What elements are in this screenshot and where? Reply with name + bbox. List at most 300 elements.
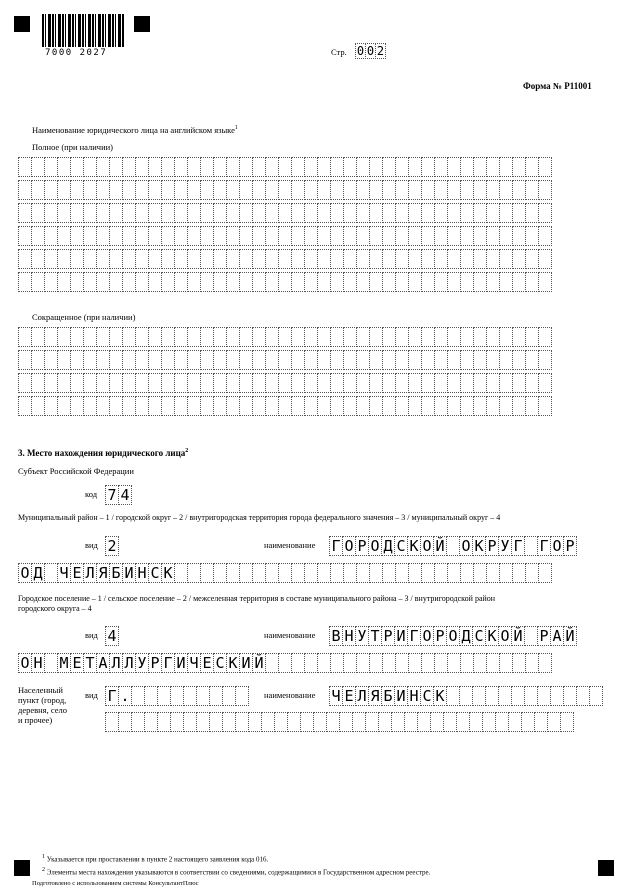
char-cell[interactable] (70, 180, 84, 200)
char-cell[interactable] (538, 203, 552, 223)
char-cell[interactable] (31, 327, 45, 347)
char-cell[interactable] (226, 180, 240, 200)
char-cell[interactable] (196, 712, 210, 732)
char-cell[interactable]: Л (83, 563, 97, 583)
char-cell[interactable] (213, 180, 227, 200)
char-cell[interactable] (96, 180, 110, 200)
char-cell[interactable] (148, 373, 162, 393)
char-cell[interactable] (538, 157, 552, 177)
char-cell[interactable] (135, 327, 149, 347)
char-cell[interactable] (343, 203, 357, 223)
char-cell[interactable] (447, 272, 461, 292)
char-cell[interactable] (356, 180, 370, 200)
char-cell[interactable] (356, 203, 370, 223)
char-cell[interactable] (57, 327, 71, 347)
char-cell[interactable] (547, 712, 561, 732)
locality-vid-cells[interactable] (105, 686, 248, 706)
char-cell[interactable] (447, 373, 461, 393)
char-cell[interactable] (96, 272, 110, 292)
char-cell[interactable]: Б (109, 563, 123, 583)
char-cell[interactable] (343, 327, 357, 347)
char-cell[interactable] (512, 157, 526, 177)
char-cell[interactable] (304, 180, 318, 200)
municipal-name-line1[interactable] (329, 536, 576, 556)
char-cell[interactable]: Е (70, 563, 84, 583)
char-cell[interactable] (538, 563, 552, 583)
char-cell[interactable] (174, 396, 188, 416)
char-cell[interactable] (486, 327, 500, 347)
char-cell[interactable] (148, 327, 162, 347)
char-cell[interactable] (421, 249, 435, 269)
char-cell[interactable] (382, 350, 396, 370)
char-cell[interactable] (31, 350, 45, 370)
char-cell[interactable] (421, 272, 435, 292)
char-cell[interactable] (521, 712, 535, 732)
char-cell[interactable] (447, 396, 461, 416)
grid-row[interactable] (18, 203, 551, 223)
char-cell[interactable] (330, 226, 344, 246)
char-cell[interactable]: С (472, 626, 486, 646)
char-cell[interactable] (31, 396, 45, 416)
char-cell[interactable]: 2 (376, 44, 385, 58)
char-cell[interactable] (560, 712, 574, 732)
char-cell[interactable] (356, 350, 370, 370)
grid-row[interactable] (18, 226, 551, 246)
char-cell[interactable] (18, 157, 32, 177)
char-cell[interactable] (330, 373, 344, 393)
char-cell[interactable] (109, 203, 123, 223)
char-cell[interactable] (291, 272, 305, 292)
char-cell[interactable] (161, 350, 175, 370)
char-cell[interactable] (538, 272, 552, 292)
char-cell[interactable] (213, 272, 227, 292)
char-cell[interactable] (122, 249, 136, 269)
char-cell[interactable] (469, 712, 483, 732)
char-cell[interactable] (486, 272, 500, 292)
char-cell[interactable]: . (118, 686, 132, 706)
char-cell[interactable]: Н (342, 626, 356, 646)
char-cell[interactable] (18, 226, 32, 246)
char-cell[interactable] (239, 226, 253, 246)
char-cell[interactable] (382, 203, 396, 223)
char-cell[interactable]: Л (109, 653, 123, 673)
char-cell[interactable] (512, 249, 526, 269)
char-cell[interactable] (109, 180, 123, 200)
char-cell[interactable] (317, 249, 331, 269)
char-cell[interactable] (356, 226, 370, 246)
char-cell[interactable]: О (446, 626, 460, 646)
char-cell[interactable]: С (394, 536, 408, 556)
char-cell[interactable] (200, 563, 214, 583)
char-cell[interactable] (226, 350, 240, 370)
locality-line2[interactable] (105, 712, 573, 732)
char-cell[interactable] (343, 563, 357, 583)
char-cell[interactable] (447, 180, 461, 200)
char-cell[interactable]: Й (563, 626, 577, 646)
char-cell[interactable] (434, 653, 448, 673)
char-cell[interactable] (486, 249, 500, 269)
grid-row[interactable] (18, 350, 551, 370)
char-cell[interactable] (538, 653, 552, 673)
char-cell[interactable]: С (420, 686, 434, 706)
char-cell[interactable] (31, 180, 45, 200)
char-cell[interactable] (226, 157, 240, 177)
char-cell[interactable] (369, 272, 383, 292)
char-cell[interactable] (161, 373, 175, 393)
char-cell[interactable] (356, 396, 370, 416)
char-cell[interactable]: Р (355, 536, 369, 556)
char-cell[interactable] (148, 203, 162, 223)
char-cell[interactable] (369, 203, 383, 223)
char-cell[interactable] (485, 686, 499, 706)
char-cell[interactable] (538, 180, 552, 200)
char-cell[interactable] (70, 350, 84, 370)
char-cell[interactable] (122, 226, 136, 246)
char-cell[interactable] (109, 327, 123, 347)
char-cell[interactable] (122, 350, 136, 370)
char-cell[interactable] (239, 180, 253, 200)
char-cell[interactable] (421, 396, 435, 416)
char-cell[interactable] (447, 157, 461, 177)
settlement-vid-cells[interactable] (105, 626, 118, 646)
char-cell[interactable] (70, 249, 84, 269)
char-cell[interactable] (395, 226, 409, 246)
char-cell[interactable] (356, 653, 370, 673)
char-cell[interactable]: Ч (329, 686, 343, 706)
char-cell[interactable] (18, 272, 32, 292)
char-cell[interactable] (304, 249, 318, 269)
char-cell[interactable] (421, 350, 435, 370)
char-cell[interactable] (209, 712, 223, 732)
char-cell[interactable] (252, 327, 266, 347)
char-cell[interactable] (343, 653, 357, 673)
char-cell[interactable]: Р (148, 653, 162, 673)
char-cell[interactable] (378, 712, 392, 732)
char-cell[interactable] (252, 157, 266, 177)
char-cell[interactable] (304, 563, 318, 583)
char-cell[interactable] (187, 226, 201, 246)
char-cell[interactable] (473, 203, 487, 223)
char-cell[interactable] (96, 249, 110, 269)
char-cell[interactable] (44, 157, 58, 177)
char-cell[interactable] (304, 203, 318, 223)
char-cell[interactable] (174, 350, 188, 370)
char-cell[interactable] (226, 396, 240, 416)
char-cell[interactable] (589, 686, 603, 706)
char-cell[interactable] (261, 712, 275, 732)
char-cell[interactable] (460, 203, 474, 223)
char-cell[interactable] (395, 563, 409, 583)
char-cell[interactable] (317, 563, 331, 583)
char-cell[interactable] (239, 157, 253, 177)
char-cell[interactable]: Т (368, 626, 382, 646)
char-cell[interactable] (122, 203, 136, 223)
locality-name-line1[interactable] (329, 686, 602, 706)
char-cell[interactable] (57, 226, 71, 246)
char-cell[interactable] (434, 157, 448, 177)
char-cell[interactable] (248, 712, 262, 732)
char-cell[interactable] (31, 272, 45, 292)
char-cell[interactable] (187, 203, 201, 223)
char-cell[interactable] (291, 350, 305, 370)
char-cell[interactable] (161, 180, 175, 200)
char-cell[interactable] (525, 157, 539, 177)
char-cell[interactable] (473, 249, 487, 269)
char-cell[interactable] (44, 327, 58, 347)
char-cell[interactable] (317, 180, 331, 200)
char-cell[interactable] (495, 712, 509, 732)
char-cell[interactable] (148, 396, 162, 416)
char-cell[interactable] (200, 272, 214, 292)
char-cell[interactable] (317, 203, 331, 223)
char-cell[interactable] (109, 249, 123, 269)
char-cell[interactable] (382, 226, 396, 246)
char-cell[interactable] (265, 563, 279, 583)
char-cell[interactable] (525, 203, 539, 223)
char-cell[interactable] (161, 327, 175, 347)
char-cell[interactable] (183, 712, 197, 732)
char-cell[interactable] (252, 350, 266, 370)
char-cell[interactable] (122, 373, 136, 393)
char-cell[interactable] (343, 180, 357, 200)
char-cell[interactable] (304, 396, 318, 416)
char-cell[interactable] (278, 327, 292, 347)
char-cell[interactable] (460, 350, 474, 370)
char-cell[interactable] (57, 203, 71, 223)
char-cell[interactable] (343, 157, 357, 177)
grid-row[interactable] (18, 249, 551, 269)
char-cell[interactable] (135, 226, 149, 246)
char-cell[interactable] (369, 327, 383, 347)
char-cell[interactable] (213, 249, 227, 269)
char-cell[interactable] (369, 180, 383, 200)
char-cell[interactable] (144, 686, 158, 706)
char-cell[interactable] (148, 272, 162, 292)
char-cell[interactable] (395, 203, 409, 223)
char-cell[interactable] (472, 686, 486, 706)
char-cell[interactable] (187, 563, 201, 583)
char-cell[interactable] (239, 350, 253, 370)
char-cell[interactable] (382, 563, 396, 583)
char-cell[interactable] (391, 712, 405, 732)
char-cell[interactable] (395, 272, 409, 292)
char-cell[interactable] (31, 157, 45, 177)
char-cell[interactable] (330, 180, 344, 200)
grid-row[interactable] (18, 272, 551, 292)
char-cell[interactable] (161, 157, 175, 177)
char-cell[interactable] (31, 249, 45, 269)
char-cell[interactable] (499, 653, 513, 673)
char-cell[interactable] (235, 712, 249, 732)
char-cell[interactable] (456, 712, 470, 732)
char-cell[interactable] (356, 327, 370, 347)
char-cell[interactable] (330, 327, 344, 347)
char-cell[interactable] (44, 396, 58, 416)
char-cell[interactable] (291, 396, 305, 416)
char-cell[interactable] (174, 373, 188, 393)
char-cell[interactable] (252, 373, 266, 393)
char-cell[interactable] (499, 373, 513, 393)
char-cell[interactable]: Г (161, 653, 175, 673)
char-cell[interactable] (174, 226, 188, 246)
char-cell[interactable] (343, 249, 357, 269)
char-cell[interactable]: О (550, 536, 564, 556)
char-cell[interactable] (511, 686, 525, 706)
char-cell[interactable] (44, 563, 58, 583)
char-cell[interactable] (395, 327, 409, 347)
char-cell[interactable]: О (498, 626, 512, 646)
char-cell[interactable] (157, 686, 171, 706)
char-cell[interactable] (144, 712, 158, 732)
char-cell[interactable]: О (420, 536, 434, 556)
char-cell[interactable] (265, 180, 279, 200)
char-cell[interactable] (291, 653, 305, 673)
char-cell[interactable] (525, 327, 539, 347)
char-cell[interactable] (382, 272, 396, 292)
char-cell[interactable] (222, 712, 236, 732)
char-cell[interactable] (512, 180, 526, 200)
char-cell[interactable]: У (498, 536, 512, 556)
char-cell[interactable] (148, 157, 162, 177)
char-cell[interactable] (499, 180, 513, 200)
char-cell[interactable] (408, 272, 422, 292)
char-cell[interactable] (57, 350, 71, 370)
char-cell[interactable]: Н (31, 653, 45, 673)
char-cell[interactable] (265, 373, 279, 393)
char-cell[interactable]: Й (433, 536, 447, 556)
char-cell[interactable] (122, 180, 136, 200)
char-cell[interactable]: Р (381, 626, 395, 646)
char-cell[interactable] (200, 373, 214, 393)
char-cell[interactable] (343, 226, 357, 246)
char-cell[interactable] (252, 226, 266, 246)
char-cell[interactable] (460, 653, 474, 673)
char-cell[interactable] (278, 653, 292, 673)
char-cell[interactable] (109, 157, 123, 177)
char-cell[interactable] (369, 157, 383, 177)
char-cell[interactable] (278, 350, 292, 370)
char-cell[interactable] (317, 272, 331, 292)
char-cell[interactable] (300, 712, 314, 732)
char-cell[interactable] (148, 226, 162, 246)
char-cell[interactable] (395, 180, 409, 200)
char-cell[interactable] (213, 327, 227, 347)
char-cell[interactable] (486, 563, 500, 583)
char-cell[interactable] (304, 653, 318, 673)
char-cell[interactable] (174, 272, 188, 292)
char-cell[interactable] (135, 203, 149, 223)
char-cell[interactable] (161, 203, 175, 223)
char-cell[interactable] (460, 157, 474, 177)
char-cell[interactable]: К (407, 536, 421, 556)
char-cell[interactable] (473, 272, 487, 292)
char-cell[interactable] (213, 563, 227, 583)
char-cell[interactable]: Д (459, 626, 473, 646)
char-cell[interactable] (70, 327, 84, 347)
char-cell[interactable] (174, 563, 188, 583)
char-cell[interactable] (473, 373, 487, 393)
char-cell[interactable] (274, 712, 288, 732)
char-cell[interactable] (200, 180, 214, 200)
char-cell[interactable] (239, 249, 253, 269)
char-cell[interactable] (291, 226, 305, 246)
char-cell[interactable] (239, 396, 253, 416)
char-cell[interactable] (434, 180, 448, 200)
char-cell[interactable]: Р (485, 536, 499, 556)
char-cell[interactable] (421, 327, 435, 347)
char-cell[interactable] (486, 180, 500, 200)
char-cell[interactable] (187, 249, 201, 269)
char-cell[interactable]: Р (433, 626, 447, 646)
char-cell[interactable] (486, 373, 500, 393)
char-cell[interactable]: Ч (57, 563, 71, 583)
char-cell[interactable] (499, 327, 513, 347)
char-cell[interactable] (161, 249, 175, 269)
subject-code-cells[interactable] (105, 485, 131, 505)
char-cell[interactable] (287, 712, 301, 732)
char-cell[interactable] (226, 249, 240, 269)
char-cell[interactable] (161, 396, 175, 416)
char-cell[interactable] (330, 653, 344, 673)
char-cell[interactable] (369, 350, 383, 370)
char-cell[interactable]: К (226, 653, 240, 673)
char-cell[interactable] (460, 563, 474, 583)
char-cell[interactable]: У (355, 626, 369, 646)
char-cell[interactable] (187, 327, 201, 347)
char-cell[interactable]: Л (122, 653, 136, 673)
char-cell[interactable] (430, 712, 444, 732)
char-cell[interactable] (447, 226, 461, 246)
char-cell[interactable]: Л (355, 686, 369, 706)
char-cell[interactable] (18, 396, 32, 416)
char-cell[interactable]: К (472, 536, 486, 556)
char-cell[interactable] (434, 350, 448, 370)
char-cell[interactable] (408, 396, 422, 416)
char-cell[interactable] (135, 396, 149, 416)
char-cell[interactable] (291, 203, 305, 223)
char-cell[interactable] (421, 226, 435, 246)
char-cell[interactable] (265, 272, 279, 292)
char-cell[interactable] (226, 327, 240, 347)
char-cell[interactable] (459, 686, 473, 706)
char-cell[interactable] (408, 249, 422, 269)
char-cell[interactable] (512, 563, 526, 583)
char-cell[interactable] (498, 686, 512, 706)
char-cell[interactable]: О (18, 653, 32, 673)
char-cell[interactable] (512, 203, 526, 223)
grid-row[interactable] (18, 157, 551, 177)
char-cell[interactable] (96, 203, 110, 223)
char-cell[interactable] (434, 203, 448, 223)
char-cell[interactable] (291, 157, 305, 177)
char-cell[interactable] (343, 396, 357, 416)
char-cell[interactable] (235, 686, 249, 706)
char-cell[interactable] (330, 396, 344, 416)
char-cell[interactable] (18, 327, 32, 347)
char-cell[interactable] (382, 327, 396, 347)
char-cell[interactable] (148, 180, 162, 200)
char-cell[interactable] (83, 373, 97, 393)
char-cell[interactable] (408, 327, 422, 347)
char-cell[interactable] (239, 272, 253, 292)
char-cell[interactable] (525, 272, 539, 292)
char-cell[interactable] (304, 226, 318, 246)
char-cell[interactable] (417, 712, 431, 732)
char-cell[interactable] (174, 203, 188, 223)
char-cell[interactable] (343, 373, 357, 393)
char-cell[interactable] (356, 157, 370, 177)
char-cell[interactable] (369, 373, 383, 393)
